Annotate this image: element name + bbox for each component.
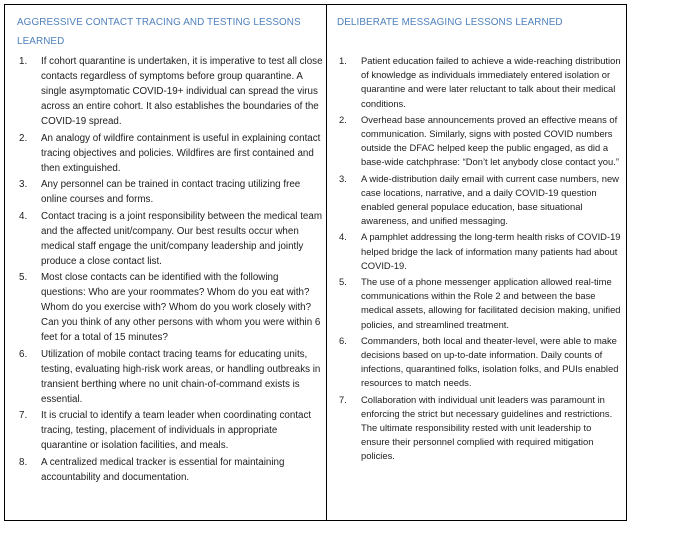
column-header-aggressive-contact-tracing: AGGRESSIVE CONTACT TRACING AND TESTING LESSONS LEARNED xyxy=(17,17,301,47)
list-item xyxy=(337,54,622,111)
item-number: 2. xyxy=(339,113,347,125)
item-number: 1. xyxy=(19,56,28,67)
item-number: 4. xyxy=(339,231,347,243)
item-text: Overhead base announcements proved an effective means of communication. Similarly, signs with posted COVID numbers outside the DFAC helped keep the public engaged, as did a base-wide catchphrase: “Don’t let anybody close contact you.” xyxy=(361,113,619,168)
item-number: 7. xyxy=(339,393,347,405)
list-item xyxy=(17,408,324,453)
item-text: Utilization of mobile contact tracing teams for educating units, testing, evaluating high-risk work areas, or handling outbreaks in transient berthing where no unit chain-of-command exists is essential. xyxy=(41,348,321,405)
item-number: 8. xyxy=(19,456,28,468)
item-number: 1. xyxy=(339,55,347,66)
item-text: The use of a phone messenger application allowed real-time communications within the Role 2 and between the base medical assets, allowing for facilitated decision making, unified policies, and streamlined treatment. xyxy=(361,276,621,330)
item-number: 7. xyxy=(19,410,28,421)
list-item xyxy=(337,230,622,273)
list-item xyxy=(17,54,324,129)
list-item xyxy=(337,172,622,229)
list-item xyxy=(337,334,622,391)
item-number: 5. xyxy=(339,276,347,288)
item-text: Most close contacts can be identified with the following questions: Who are your roommates? Whom do you eat with? Whom do you exercise with? Whom do you work closely with? Can you think of any other persons with whom you were within 6 feet for a total of 15 minutes? xyxy=(41,272,321,343)
numbered-list-messaging xyxy=(337,54,622,464)
item-number: 2. xyxy=(19,132,28,144)
list-item xyxy=(17,270,324,345)
item-number: 4. xyxy=(19,210,28,222)
list-item xyxy=(337,393,622,464)
item-text: Collaboration with individual unit leaders was paramount in enforcing the strict but necessary guidelines and restrictions. The ultimate responsibility rested with unit leadership to ensure their personnel complied with required mitigation policies. xyxy=(361,393,613,462)
item-text: A centralized medical tracker is essential for maintaining accountability and documentation. xyxy=(41,456,285,483)
list-item xyxy=(17,209,324,269)
numbered-list-contact-tracing xyxy=(17,54,324,485)
item-text: A wide-distribution daily email with current case numbers, new case locations, narrative, and a daily COVID-19 question enabled general populace education, base situational awareness, and unified messaging. xyxy=(361,172,619,227)
column-aggressive-contact-tracing xyxy=(5,5,327,520)
list-item xyxy=(337,113,622,170)
item-number: 5. xyxy=(19,272,28,283)
list-item xyxy=(17,177,324,207)
item-text: Commanders, both local and theater-level, were able to make decisions based on up-to-date information. Daily counts of infections, quarantined folks, isolation folks, and PUIs enabled resources to match needs. xyxy=(361,334,619,389)
list-item xyxy=(17,455,324,485)
item-number: 6. xyxy=(19,348,28,360)
list-item xyxy=(17,347,324,407)
item-text: An analogy of wildfire containment is useful in explaining contact tracing objectives and policies. Wildfires are first contained and then extinguished. xyxy=(41,132,321,174)
item-number: 3. xyxy=(19,179,28,190)
item-text: A pamphlet addressing the long-term health risks of COVID-19 helped bridge the lack of information many patients had about COVID-19. xyxy=(361,231,621,271)
lessons-learned-table xyxy=(4,4,627,521)
list-item xyxy=(17,131,324,176)
item-text: Patient education failed to achieve a wide-reaching distribution of knowledge as individuals immediately entered isolation or quarantine and were later reluctant to talk about their medical conditions. xyxy=(361,55,621,109)
column-deliberate-messaging xyxy=(327,5,626,520)
item-text: Contact tracing is a joint responsibility between the medical team and the affected unit/company. Our best results occur when medical staff engage the unit/company leadership and jointly produce a close contact list. xyxy=(41,210,322,267)
list-item xyxy=(337,275,622,332)
column-header-deliberate-messaging: DELIBERATE MESSAGING LESSONS LEARNED xyxy=(337,17,563,28)
item-text: Any personnel can be trained in contact tracing utilizing free online courses and forms. xyxy=(41,179,301,205)
item-number: 6. xyxy=(339,334,347,346)
item-text: It is crucial to identify a team leader when coordinating contact tracing, testing, placement of individuals in appropriate quarantine or isolation facilities, and meals. xyxy=(41,410,312,451)
item-number: 3. xyxy=(339,172,347,184)
item-text: If cohort quarantine is undertaken, it is imperative to test all close contacts regardless of symptoms before group quarantine. A single asymptomatic COVID-19+ individual can spread the virus across an entire cohort. It also establishes the boundaries of the COVID-19 spread. xyxy=(41,56,323,127)
